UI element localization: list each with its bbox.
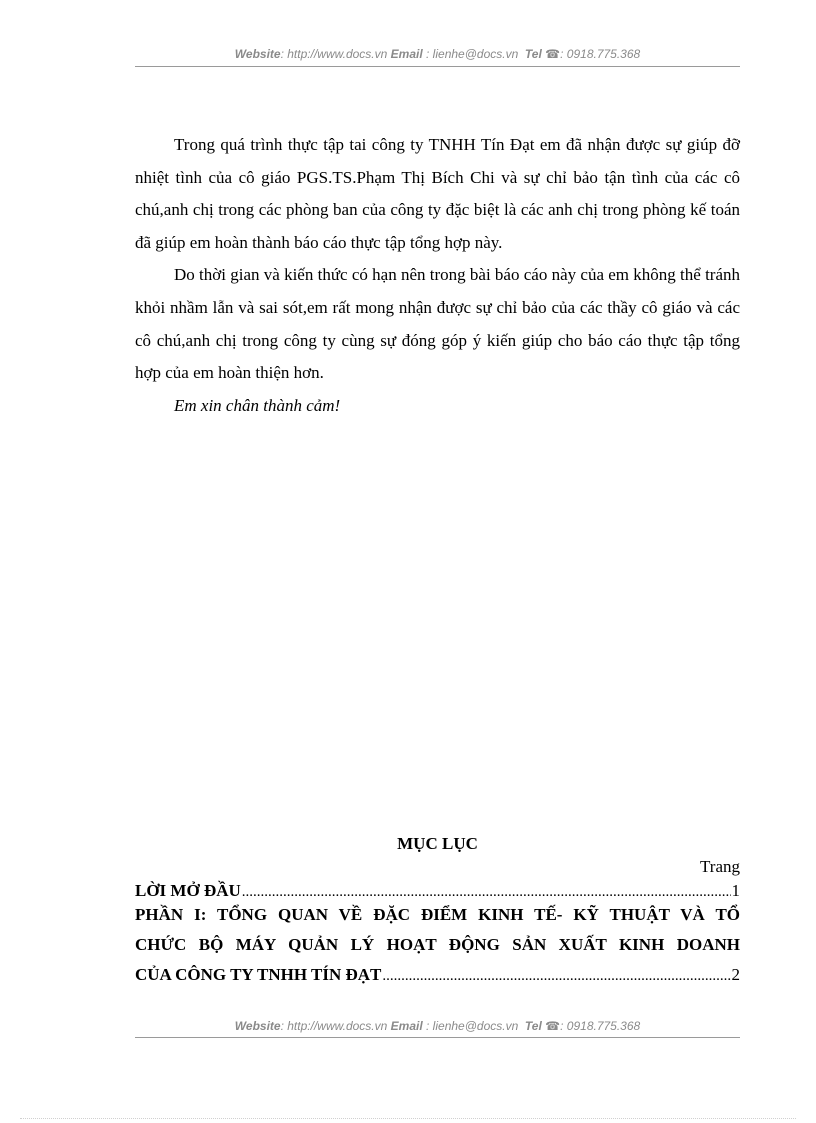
footer-website-label: Website xyxy=(234,1019,281,1033)
toc-page-label: Trang xyxy=(700,857,740,876)
footer-tel-label: Tel xyxy=(524,1019,542,1033)
toc-entry-page: 2 xyxy=(731,965,740,984)
toc-entry[interactable] xyxy=(135,900,740,991)
header-divider xyxy=(135,66,740,67)
body-paragraph-2: Do thời gian và kiến thức có hạn nên trong bài báo cáo này của em không thể tránh khỏi nhầm lẫn và sai sót,em rất mong nhận được sự chỉ bảo của các thầy cô giáo và các cô chú,anh chị trong công ty cùng sự đóng góp ý kiến giúp cho báo cáo thực tập tổng hợp của em hoàn thiện hơn. xyxy=(135,265,740,383)
body-paragraph-1: Trong quá trình thực tập tai công ty TNHH Tín Đạt em đã nhận được sự giúp đỡ nhiệt tình của cô giáo PGS.TS.Phạm Thị Bích Chi và sự chỉ bảo tận tình của các cô chú,anh chị trong các phòng ban của công ty đặc biệt là các anh chị trong phòng kế toán đã giúp em hoàn thành báo cáo thực tập tổng hợp này. xyxy=(135,135,740,252)
footer-tel-value: : 0918.775.368 xyxy=(560,1019,641,1033)
footer-email-value[interactable]: : lienhe@docs.vn xyxy=(426,1019,519,1033)
closing-line: Em xin chân thành cảm! xyxy=(174,395,341,415)
header-email-value[interactable]: : lienhe@docs.vn xyxy=(426,47,519,61)
page-footer xyxy=(135,1019,740,1033)
toc-entry-title-line: CHỨC BỘ MÁY QUẢN LÝ HOẠT ĐỘNG SẢN XUẤT KINH DOANH xyxy=(135,935,740,954)
footer-email-label: Email xyxy=(390,1019,423,1033)
header-tel-label: Tel xyxy=(524,47,542,61)
toc-entry-title: LỜI MỞ ĐẦU xyxy=(135,881,241,900)
header-tel-value: : 0918.775.368 xyxy=(560,47,641,61)
toc-leader-dots xyxy=(382,961,730,991)
header-email-label: Email xyxy=(390,47,423,61)
footer-divider xyxy=(135,1037,740,1038)
header-website-label: Website xyxy=(234,47,281,61)
page-edge-divider xyxy=(20,1118,796,1119)
toc-title: MỤC LỤC xyxy=(397,834,478,853)
toc-entry-title-line: PHẦN I: TỔNG QUAN VỀ ĐẶC ĐIỂM KINH TẾ- KỸ THUẬT VÀ TỔ xyxy=(135,905,740,924)
page-header xyxy=(135,47,740,61)
document-body xyxy=(135,129,740,422)
toc-entry-page: 1 xyxy=(731,881,740,900)
toc-entry-title-line: CỦA CÔNG TY TNHH TÍN ĐẠT xyxy=(135,965,382,984)
header-website-url[interactable]: : http://www.docs.vn xyxy=(280,47,388,61)
phone-icon: ☎ xyxy=(545,47,561,61)
phone-icon: ☎ xyxy=(545,1019,561,1033)
footer-website-url[interactable]: : http://www.docs.vn xyxy=(280,1019,388,1033)
